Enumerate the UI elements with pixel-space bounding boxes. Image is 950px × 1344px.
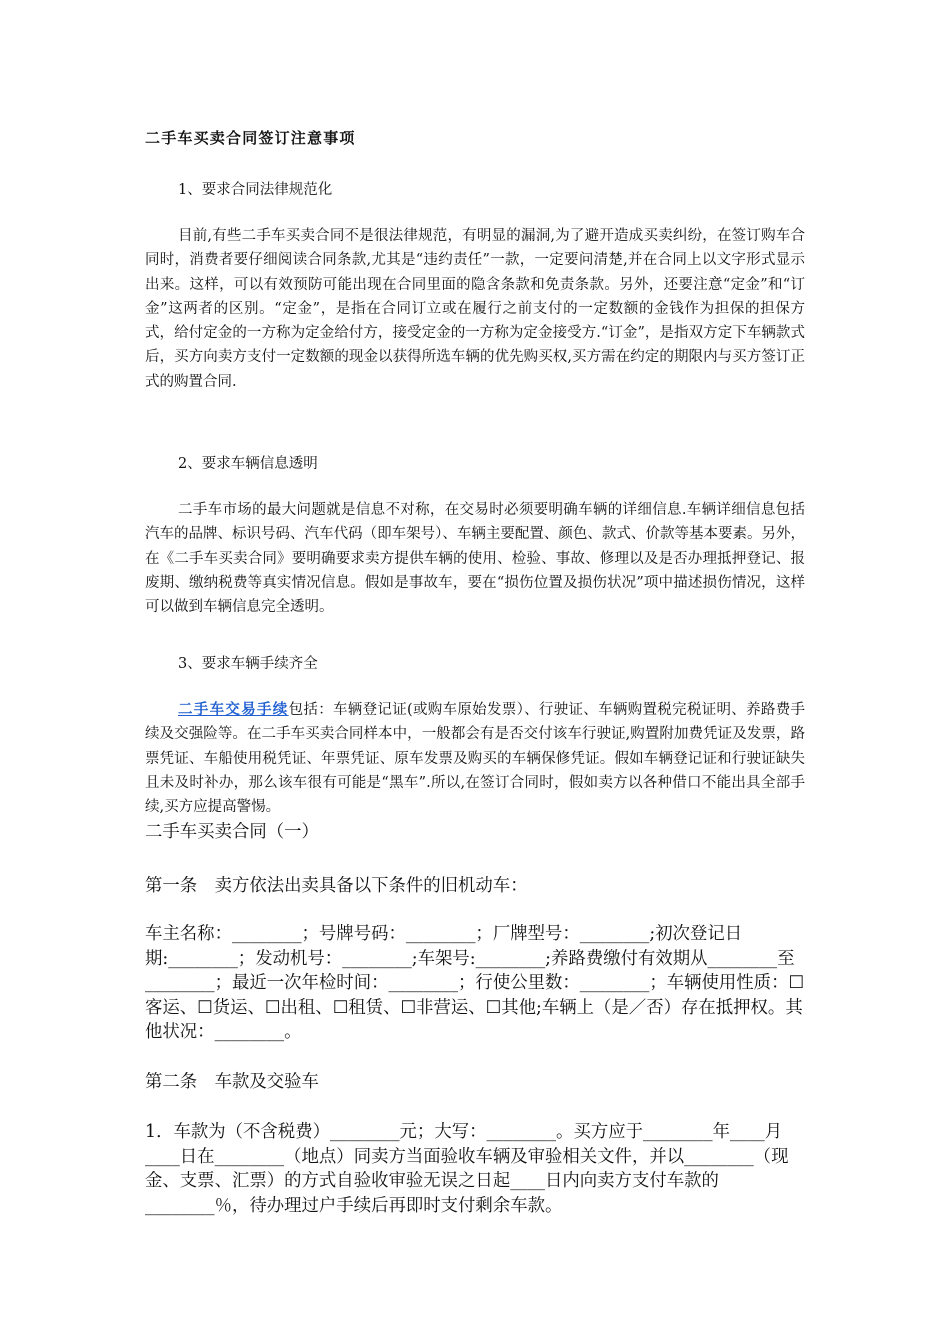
trade-procedures-link[interactable]: 二手车交易手续 [178, 701, 289, 718]
article-2-heading: 第二条 车款及交验车 [145, 1072, 319, 1092]
section-2-heading: 2、要求车辆信息透明 [178, 456, 318, 472]
section-3-paragraph [145, 698, 805, 819]
section-3-heading: 3、要求车辆手续齐全 [178, 656, 318, 672]
article-1-body: 车主名称：________；号牌号码：________；厂牌型号：________;初次登记日期:________；发动机号：________;车架号:________;养路费缴付有效期从________至________；最近一次年检时间：________；行使公里数：________；车辆使用性质：☐客运、☐货运、☐出租、☐租赁、☐非营运、☐其他;车辆上（是／否）存在抵押权。其他状况：________。 [145, 924, 805, 1043]
section-2-paragraph: 二手车市场的最大问题就是信息不对称，在交易时必须要明确车辆的详细信息.车辆详细信息包括汽车的品牌、标识号码、汽车代码（即车架号）、车辆主要配置、颜色、款式、价款等基本要素。另外，在《二手车买卖合同》要明确要求卖方提供车辆的使用、检验、事故、修理以及是否办理抵押登记、报废期、缴纳税费等真实情况信息。假如是事故车，要在“损伤位置及损伤状况”项中描述损伤情况，这样可以做到车辆信息完全透明。 [145, 502, 805, 616]
section-3-paragraph-text: 包括：车辆登记证(或购车原始发票）、行驶证、车辆购置税完税证明、养路费手续及交强险等。在二手车买卖合同样本中，一般都会有是否交付该车行驶证,购置附加费凭证及发票，路票凭证、车船使用税凭证、年票凭证、原车发票及购买的车辆保修凭证。假如车辆登记证和行驶证缺失且未及时补办，那么该车很有可能是“黑车”.所以,在签订合同时，假如卖方以各种借口不能出具全部手续,买方应提高警惕。 [145, 702, 806, 816]
notes-title: 二手车买卖合同签订注意事项 [145, 129, 356, 147]
article-2-body: 1．车款为（不含税费）________元；大写：________。买方应于________年____月____日在________（地点）同卖方当面验收车辆及审验相关文件，并以________（现金、支票、汇票）的方式自验收审验无误之日起____日内向卖方支付车款的________％，待办理过户手续后再即时支付剩余车款。 [145, 1122, 789, 1216]
contract-title: 二手车买卖合同（一） [145, 822, 319, 842]
section-1-paragraph: 目前,有些二手车买卖合同不是很法律规范，有明显的漏洞,为了避开造成买卖纠纷，在签订购车合同时，消费者要仔细阅读合同条款,尤其是“违约责任”一款，一定要问清楚,并在合同上以文字形式显示出来。这样，可以有效预防可能出现在合同里面的隐含条款和免责条款。另外，还要注意“定金”和“订金”这两者的区别。“定金”，是指在合同订立或在履行之前支付的一定数额的金钱作为担保的担保方式，给付定金的一方称为定金给付方，接受定金的一方称为定金接受方.“订金”，是指双方定下车辆款式后，买方向卖方支付一定数额的现金以获得所选车辆的优先购买权,买方需在约定的期限内与买方签订正式的购置合同. [145, 228, 805, 390]
section-1-heading: 1、要求合同法律规范化 [178, 182, 333, 198]
article-1-heading: 第一条 卖方依法出卖具备以下条件的旧机动车： [145, 876, 528, 896]
